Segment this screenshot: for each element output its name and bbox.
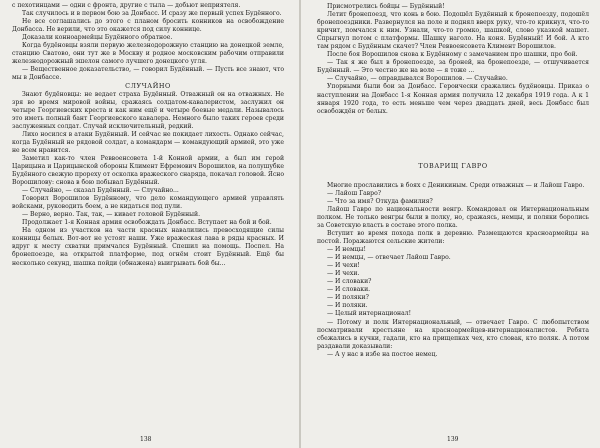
paragraph: — И поляки? bbox=[327, 294, 369, 302]
section-title: ТОВАРИЩ ГАВРО bbox=[418, 161, 488, 170]
paragraph: — Лайош Гавро? bbox=[327, 189, 382, 197]
paragraph: — Так я же был в бронепоезде, за броней, на бронепоезде, — отшучивается Будённый. — Это честно же на воле — я тоже ... bbox=[317, 59, 589, 75]
paragraph: — И немцы, — отвечает Лайош Гавро. bbox=[327, 254, 451, 262]
paragraph: Говорил Ворошилов Будённому, что дело командующего армией управлять войсками, руководить боем, а не кидаться под пули. bbox=[12, 195, 284, 211]
paragraph: Летит бронепоезд, что конь в бою. Подошёл Будённый к бронепоезду, подошёл бронепоездники. Развернулся на поле и поднял вверх руку, что-то крикнул, что-то кричит, помчался к ним. Узнали, что-то громко, шашкой, слово указкой машет. Спрыгнул потом с платформы. Шашку наголо. На коня. Будённый! И бой. А кто там рядом с Будённым скачет? Член Реввоенсовета Климент Ворошилов. bbox=[317, 11, 589, 51]
paragraph: Присмотрелись бойцы — Будённый! bbox=[327, 3, 445, 10]
paragraph: — И чехи! bbox=[327, 262, 360, 270]
paragraph: Знают будёновцы: не ведает страха Будённый. Отважный он на отважных. Не зря во время мировой войны, сражаясь солдатом-кавалеристом, заслужил он четыре Георгиевских креста и как ним ещё и четыре боевые медали. Называлось это иметь полный бант Георгиевского кавалера. Немного было таких героев среди заслуженных солдат. Случай исключительный, редкий. bbox=[12, 90, 284, 130]
paragraph: Когда будёновцы взяли первую железнодорожную станцию на донецкой земле, станцию Сватово, они тут же в Москву и родное московским рабочим отправили железнодорожный эшелон самого лучшего донецкого угля. bbox=[12, 42, 284, 66]
paragraph: Так случилось и в первом бою за Донбасс. И сразу же первый успех Будённого. bbox=[22, 10, 282, 18]
paragraph: — Вещественное доказательство, — говорил Будённый. — Пусть все знают, что мы в Донбассе. bbox=[12, 66, 284, 82]
paragraph: На одном из участков на части красных навалились превосходящие силы конницы белых. Вот-вот не устоят наши. Уже вражеская лава в ряды красных. И вдруг к месту схватки примчался Будённый. Спешил на помощь. Поспел. На бронепоезде, на открытой платформе, под огнём стоит Будённый. Ещё бы несколько секунд, шашка пойди (обнажена) выигрывать бой бы... bbox=[12, 227, 284, 267]
right-page bbox=[301, 0, 600, 448]
right-page-text bbox=[317, 3, 589, 359]
paragraph: — И немцы! bbox=[327, 246, 366, 254]
paragraph: Вступит во время похода полк в деревню. Размещаются красноармейцы на постой. Поражаются сельские жители: bbox=[317, 229, 589, 246]
paragraph: Продолжает 1-я Конная армия освобождать Донбасс. Вступает на бой и бой. bbox=[22, 219, 272, 227]
left-page-text bbox=[12, 2, 284, 268]
paragraph: — Что за имя? Откуда фамилия? bbox=[327, 197, 433, 205]
section-title: СЛУЧАЙНО bbox=[125, 82, 171, 91]
paragraph: Доказали конноармейцы Будённого обратное. bbox=[22, 34, 173, 42]
paragraph: Не все соглашались до этого с планом бросить конников на освобождение Донбасса. Не верили, что это окажется под силу коннице. bbox=[12, 18, 284, 34]
paragraph: — И чехи. bbox=[327, 270, 360, 278]
page-number: 138 bbox=[140, 436, 152, 443]
left-page bbox=[0, 0, 299, 448]
paragraph: Многие прославились в боях с Деникиным. Среди отважных — и Лайош Гавро. bbox=[327, 181, 585, 189]
paragraph: — И словаки? bbox=[327, 278, 372, 286]
paragraph: — Потому и полк Интернациональный, — отвечает Гавро. С любопытством посматривали крестьяне на красноармейцев-интернационалистов. Ребята сбежались в кучки, гадали, кто на прищепках чех, кто словак, кто поляк. А потом раздавали доказывали: bbox=[317, 318, 589, 350]
paragraph: — Верно, верно. Так, так, — кивает головой Будённый. bbox=[22, 211, 201, 219]
page-number: 139 bbox=[447, 436, 459, 443]
paragraph: Лихо носился в атаки Будённый. И сейчас не покидает лихость. Однако сейчас, когда Будённый не рядовой солдат, а командарм — командующий армией, это уже не всем нравится. bbox=[12, 130, 284, 154]
paragraph: — Случайно, — оправдывался Ворошилов. — Случайно. bbox=[327, 75, 508, 83]
paragraph: — И словаки. bbox=[327, 286, 371, 294]
paragraph: с пехотинцами — одни с фронта, другие с тыла — добьют неприятеля. bbox=[12, 2, 241, 9]
paragraph: — Случайно, — сказал Будённый. — Случайно... bbox=[22, 187, 179, 195]
paragraph: После боя Ворошилов снова к Будённому с замечанием про шашки, про бой. bbox=[327, 51, 578, 59]
paragraph: — Целый интернационал! bbox=[327, 310, 412, 318]
paragraph: Упорными были бои за Донбасс. Героически сражались будёновцы. Приказ о наступлении на Донбасс 1-я Конная армия получила 12 декабря 1919 года. А к 1 января 1920 года, то есть меньше чем через двадцать дней, весь Донбасс был освобождён от белых. bbox=[317, 83, 589, 115]
paragraph: — И поляки. bbox=[327, 302, 368, 310]
paragraph: Лайош Гавро по национальности венгр. Командовал он Интернациональным полком. Не только венгры были в полку, но, сражаясь, немцы, и поляки боролись за Советскую власть в составе этого полка. bbox=[317, 205, 589, 229]
paragraph: — А у нас в избе на постое немец. bbox=[327, 350, 438, 358]
paragraph: Заметил как-то член Реввоенсовета 1-й Конной армии, а был им герой Царицына и Царицынской обороны Климент Ефремович Ворошилов, на полушубке Будённого свежую прореху от осколка вражеского снаряда, покачал головой. Ясно Ворошилову: снова в бою побывал Будённый. bbox=[12, 154, 284, 187]
